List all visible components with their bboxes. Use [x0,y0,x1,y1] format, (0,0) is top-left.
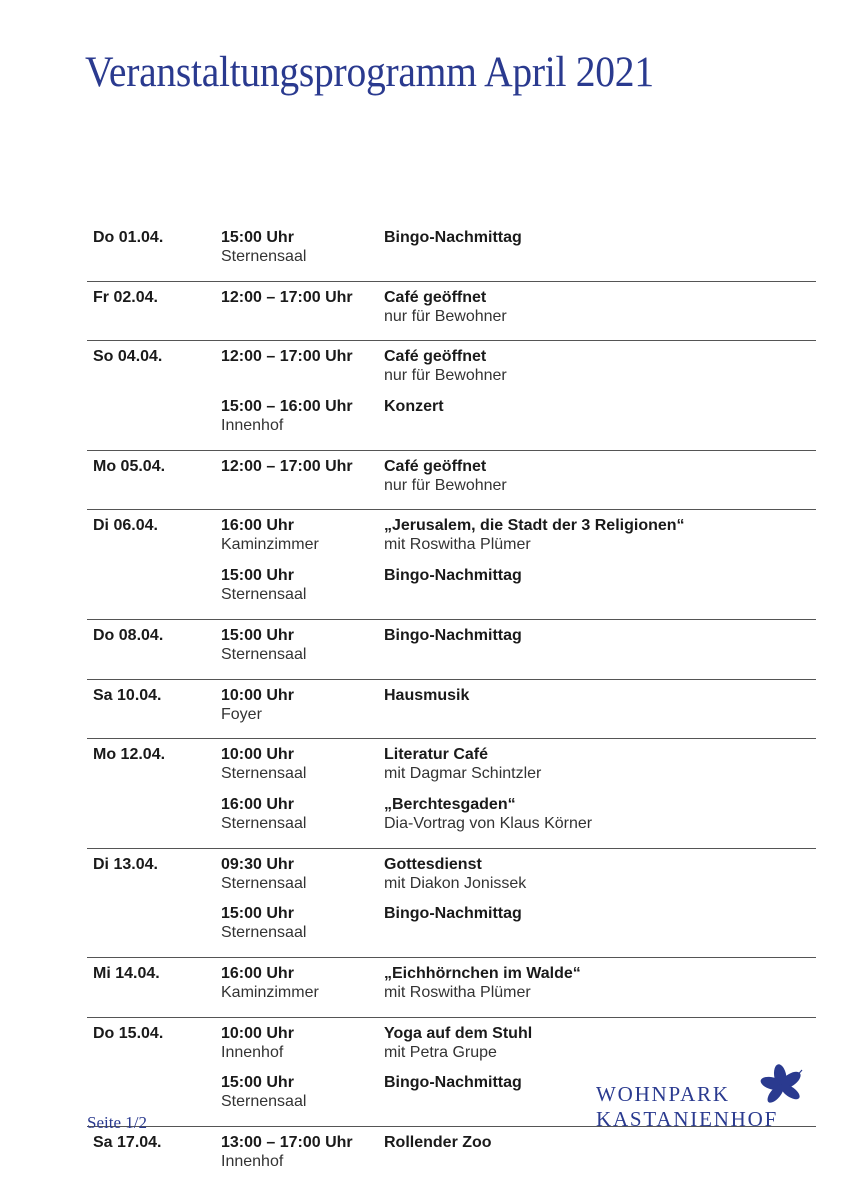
event-date: Mo 05.04. [93,457,166,475]
event-location: Sternensaal [221,765,307,783]
event-time: 16:00 Uhr [221,964,294,982]
event-time: 09:30 Uhr [221,855,294,873]
event-time: 12:00 – 17:00 Uhr [221,348,353,366]
event-info [384,347,816,397]
chestnut-leaf-icon [756,1064,808,1108]
event-info [384,745,816,795]
event-time: 10:00 Uhr [221,746,294,764]
event-title: Bingo-Nachmittag [384,229,522,246]
event-time-cell [221,516,384,566]
event-row [87,516,816,566]
event-time: 12:00 – 17:00 Uhr [221,457,353,475]
event-date: Di 06.04. [93,517,158,535]
event-time: 16:00 Uhr [221,795,294,813]
event-time: 15:00 Uhr [221,567,294,585]
event-title: Hausmusik [384,686,470,704]
event-info [384,288,816,338]
event-row [87,686,816,736]
event-info [384,457,816,507]
event-location: Innenhof [221,1153,284,1170]
event-detail: mit Roswitha Plümer [384,536,531,554]
event-time: 15:00 Uhr [221,626,294,644]
event-row [87,745,816,795]
event-time: 15:00 Uhr [221,1074,294,1092]
event-row [87,904,816,954]
event-info [384,566,816,616]
event-row [87,626,816,676]
schedule-day [87,958,816,1018]
event-detail: nur für Bewohner [384,367,507,385]
event-time: 13:00 – 17:00 Uhr [221,1134,353,1151]
event-time: 10:00 Uhr [221,1024,294,1042]
event-row [87,228,816,278]
event-detail: nur für Bewohner [384,307,507,325]
event-time-cell [221,1133,384,1183]
page-number: Seite 1/2 [87,1113,147,1132]
event-detail: mit Petra Grupe [384,1043,497,1061]
schedule-day [87,1127,816,1186]
page-title: Veranstaltungsprogramm April 2021 [85,49,654,96]
event-title: Bingo-Nachmittag [384,567,522,585]
event-title: „Berchtesgaden“ [384,795,516,813]
event-location: Sternensaal [221,874,307,892]
event-time: 16:00 Uhr [221,517,294,535]
event-row [87,397,816,447]
event-title: Bingo-Nachmittag [384,1074,522,1092]
schedule-day [87,510,816,619]
event-info [384,397,816,447]
event-time: 15:00 Uhr [221,905,294,923]
event-info [384,516,816,566]
event-row [87,347,816,397]
event-date: Di 13.04. [93,855,158,873]
event-date [87,566,221,616]
event-title: „Eichhörnchen im Walde“ [384,964,581,982]
event-title: Yoga auf dem Stuhl [384,1024,533,1042]
event-date [87,904,221,954]
event-time-cell [221,745,384,795]
schedule-day [87,739,816,848]
event-row [87,457,816,507]
event-info [384,964,816,1014]
event-row [87,288,816,338]
event-date: Do 01.04. [93,229,164,246]
event-location: Innenhof [221,417,284,435]
event-time: 15:00 Uhr [221,229,294,246]
event-info [384,626,816,676]
event-location: Foyer [221,705,262,723]
event-row [87,964,816,1014]
event-title: Gottesdienst [384,855,482,873]
event-title: Bingo-Nachmittag [384,905,522,923]
event-date: Sa 17.04. [93,1134,162,1151]
event-location: Sternensaal [221,924,307,942]
event-time-cell [221,566,384,616]
event-info [384,1133,816,1183]
schedule-day [87,341,816,450]
event-location: Sternensaal [221,814,307,832]
event-info [384,795,816,845]
event-detail: mit Roswitha Plümer [384,983,531,1001]
event-time-cell [221,1073,384,1123]
event-time: 10:00 Uhr [221,686,294,704]
event-location: Kaminzimmer [221,983,319,1001]
event-title: Literatur Café [384,746,489,764]
event-time-cell [221,795,384,845]
event-date: Mi 14.04. [93,964,160,982]
event-time-cell [221,686,384,736]
event-schedule [87,222,816,1186]
schedule-day [87,849,816,958]
event-detail: nur für Bewohner [384,476,507,494]
event-date: Sa 10.04. [93,686,162,704]
event-location: Innenhof [221,1043,284,1061]
event-info [384,228,816,278]
event-date [87,795,221,845]
event-row [87,566,816,616]
event-location: Kaminzimmer [221,536,319,554]
event-info [384,904,816,954]
event-row [87,855,816,905]
event-detail: mit Diakon Jonissek [384,874,527,892]
event-date: Do 15.04. [93,1024,164,1042]
event-location: Sternensaal [221,586,307,604]
event-detail: Dia-Vortrag von Klaus Körner [384,814,593,832]
event-title: Konzert [384,398,444,416]
event-date: Fr 02.04. [93,288,158,306]
event-time-cell [221,904,384,954]
event-time: 15:00 – 16:00 Uhr [221,398,353,416]
event-time-cell [221,457,384,507]
logo [596,1064,811,1134]
event-title: „Jerusalem, die Stadt der 3 Religionen“ [384,517,685,535]
event-time-cell [221,964,384,1014]
event-title: Café geöffnet [384,288,487,306]
event-time-cell [221,288,384,338]
event-row [87,1133,816,1183]
event-info [384,855,816,905]
event-title: Bingo-Nachmittag [384,626,522,644]
event-time-cell [221,397,384,447]
event-time-cell [221,626,384,676]
schedule-day [87,451,816,511]
event-date [87,397,221,447]
schedule-day [87,222,816,282]
event-location: Sternensaal [221,645,307,663]
logo-line-1: WOHNPARK [596,1082,730,1106]
event-title: Café geöffnet [384,348,487,366]
schedule-day [87,620,816,680]
logo-line-2: KASTANIENHOF [596,1107,779,1131]
event-time-cell [221,228,384,278]
event-time-cell [221,855,384,905]
event-detail: mit Dagmar Schintzler [384,765,542,783]
schedule-day [87,282,816,342]
event-time-cell [221,1024,384,1074]
event-date: Do 08.04. [93,626,164,644]
event-title: Rollender Zoo [384,1134,492,1151]
event-time-cell [221,347,384,397]
event-time: 12:00 – 17:00 Uhr [221,288,353,306]
event-location: Sternensaal [221,248,307,265]
event-title: Café geöffnet [384,457,487,475]
event-location: Sternensaal [221,1093,307,1111]
event-row [87,795,816,845]
event-date: Mo 12.04. [93,746,166,764]
event-info [384,686,816,736]
schedule-day [87,680,816,740]
event-date: So 04.04. [93,348,163,366]
